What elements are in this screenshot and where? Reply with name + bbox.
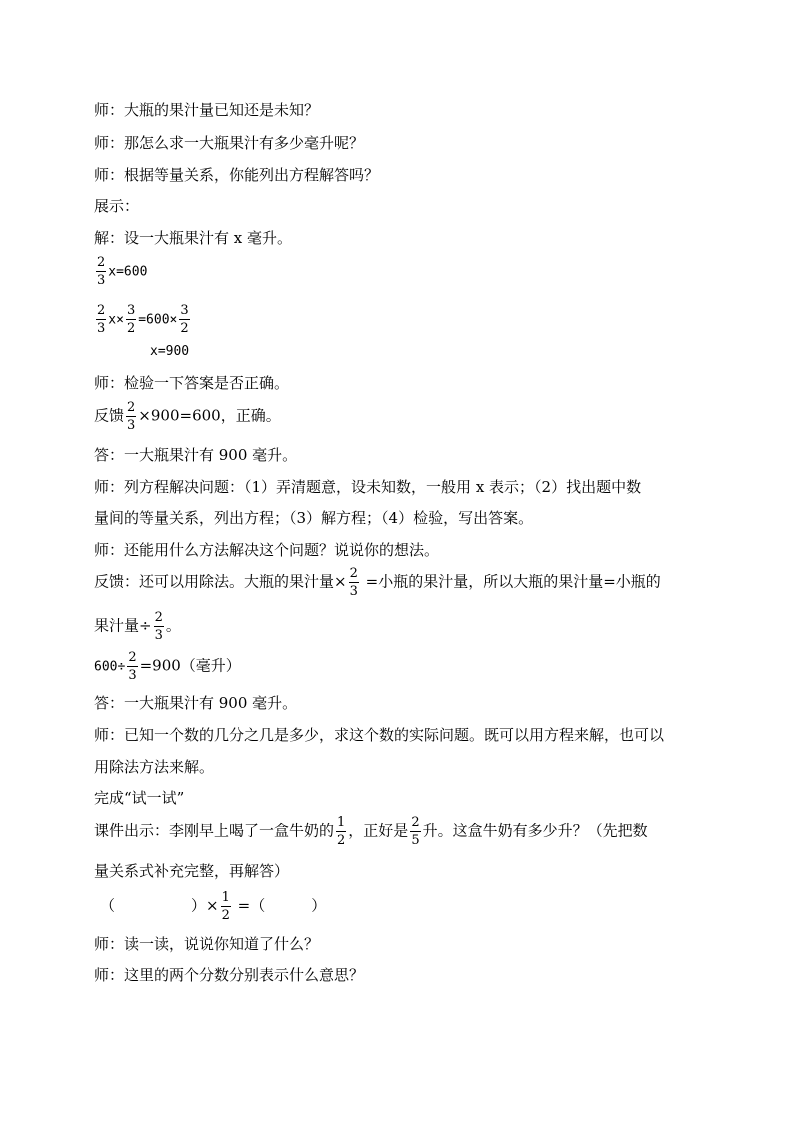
fraction: $\frac{2}{3}$ (97, 303, 106, 336)
text-line: 师：还能用什么方法解决这个问题？说说你的想法。 (94, 541, 440, 559)
text-line: 师：检验一下答案是否正确。 (94, 374, 290, 392)
text-line: 解：设一大瓶果汁有 x 毫升。 (94, 229, 292, 247)
text-line: 量间的等量关系，列出方程；（3）解方程；（4）检验，写出答案。 (94, 509, 534, 527)
fraction: $\frac{1}{2}$ (337, 815, 346, 848)
text-line: 用除法方法来解。 (94, 758, 215, 776)
equation-line: $\frac{2}{3}$ x=600 (97, 255, 148, 288)
feedback-line: 反馈：还可以用除法。大瓶的果汁量× $\frac{2}{3}$ =小瓶的果汁量，所以大瓶的果汁量=小瓶的 (94, 566, 661, 599)
text-line: 师：那怎么求一大瓶果汁有多少毫升呢？ (94, 134, 365, 152)
text-line: 展示： (94, 197, 140, 215)
text-line: 完成“试一试” (94, 789, 185, 807)
fraction: $\frac{3}{2}$ (180, 303, 189, 336)
text-line: 量关系式补充完整，再解答） (94, 862, 290, 880)
fraction: $\frac{2}{3}$ (97, 255, 106, 288)
text-line: 师：读一读，说说你知道了什么？ (94, 935, 320, 953)
text-line: 师：大瓶的果汁量已知还是未知？ (94, 101, 320, 119)
equation-line: x=900 (150, 344, 190, 359)
relation-blank-line: （ ）× $\frac{1}{2}$ =（ ） (100, 890, 327, 923)
feedback-line: 果汁量÷ $\frac{2}{3}$ 。 (94, 610, 181, 643)
text-line: 师：列方程解决问题：（1）弄清题意，设未知数，一般用 x 表示；（2）找出题中数 (94, 478, 642, 496)
text-line: 师：根据等量关系，你能列出方程解答吗？ (94, 166, 380, 184)
equation-line: $\frac{2}{3}$ x× $\frac{3}{2}$ =600× $\frac{3}{2}$ (97, 303, 189, 336)
fraction: $\frac{2}{3}$ (349, 566, 358, 599)
text-line: 答：一大瓶果汁有 900 毫升。 (94, 694, 298, 712)
calc-line: 600÷ $\frac{2}{3}$ =900（毫升） (94, 650, 241, 683)
check-line: 反馈 $\frac{2}{3}$ ×900=600，正确。 (94, 400, 281, 433)
fraction: $\frac{2}{5}$ (411, 815, 420, 848)
fraction: $\frac{2}{3}$ (128, 650, 137, 683)
fraction: $\frac{1}{2}$ (221, 890, 230, 923)
fraction: $\frac{2}{3}$ (127, 400, 136, 433)
exercise-line: 课件出示：李刚早上喝了一盒牛奶的 $\frac{1}{2}$ ，正好是 $\frac{2}{5}$ 升。这盒牛奶有多少升？（先把数 (94, 815, 648, 848)
text-line: 答：一大瓶果汁有 900 毫升。 (94, 446, 298, 464)
text-line: 师：这里的两个分数分别表示什么意思？ (94, 966, 365, 984)
text-line: 师：已知一个数的几分之几是多少，求这个数的实际问题。既可以用方程来解，也可以 (94, 726, 665, 744)
fraction: $\frac{2}{3}$ (154, 610, 163, 643)
fraction: $\frac{3}{2}$ (126, 303, 136, 336)
